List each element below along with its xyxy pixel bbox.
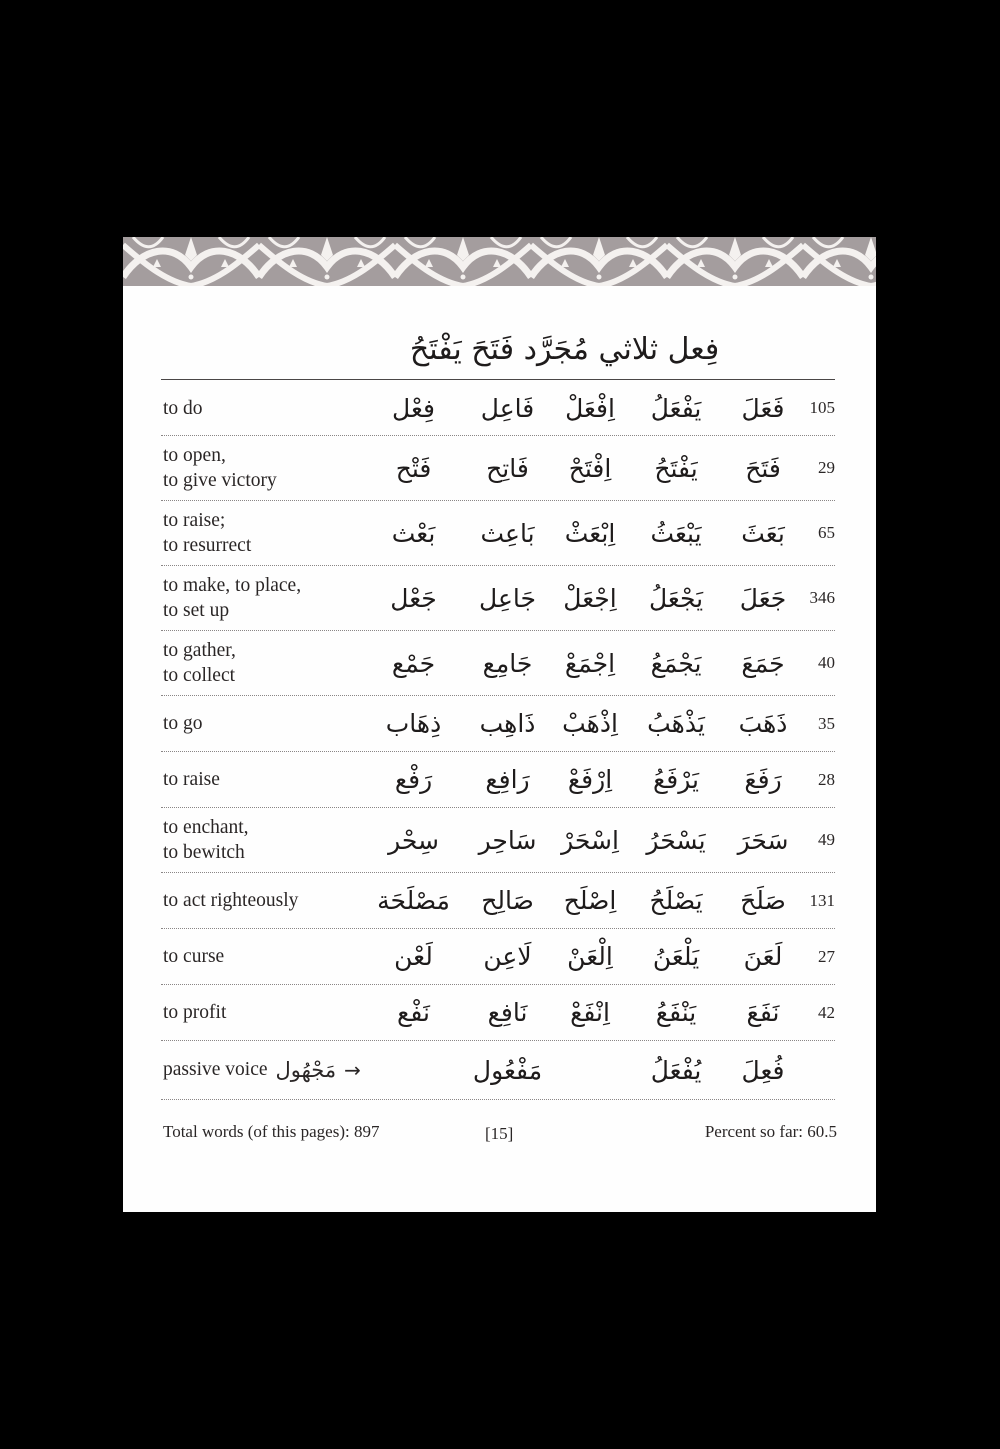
passive-present-form: يُفْعَلُ	[650, 1055, 702, 1085]
present-form: يَجْمَعُ	[650, 648, 702, 678]
past-form: جَعَلَ	[739, 583, 787, 613]
table-row	[161, 631, 835, 696]
percent-so-far: Percent so far: 60.5	[704, 1122, 837, 1141]
table-row	[161, 381, 835, 436]
imperative-form: اِرْفَعْ	[567, 765, 613, 794]
table-row	[161, 752, 835, 808]
meaning: to gather, to collect	[163, 640, 236, 686]
active-participle: جَامِع	[482, 648, 533, 678]
table-row	[161, 985, 835, 1041]
present-form: يَفْعَلُ	[650, 393, 702, 423]
passive-label-arabic: مَجْهُول	[275, 1058, 337, 1082]
past-form: رَفَعَ	[744, 765, 782, 794]
passive-voice-label	[163, 1041, 361, 1099]
past-form: ذَهَبَ	[738, 709, 788, 738]
occurrence-count: 105	[809, 398, 835, 417]
meaning: to curse	[163, 946, 225, 967]
occurrence-count: 40	[818, 653, 835, 672]
verbal-noun: نَفْع	[397, 998, 430, 1027]
present-form: يَرْفَعُ	[653, 765, 700, 794]
passive-participle: مَفْعُول	[472, 1055, 543, 1085]
present-form: يَفْتَحُ	[654, 453, 698, 483]
title-divider	[161, 379, 835, 380]
table-row	[161, 501, 835, 566]
past-form: نَفَعَ	[746, 998, 780, 1027]
present-form: يَنْفَعُ	[655, 998, 697, 1027]
meaning: to raise	[163, 769, 220, 790]
occurrence-count: 346	[809, 588, 835, 607]
verbal-noun: فَتْح	[395, 453, 432, 483]
active-participle: فَاتِح	[486, 453, 529, 483]
occurrence-count: 65	[818, 523, 835, 542]
meaning: to enchant, to bewitch	[163, 817, 249, 863]
imperative-form: اِبْعَثْ	[564, 518, 616, 548]
verbal-noun: مَصْلَحَة	[377, 886, 450, 915]
arabesque-pattern-icon	[123, 237, 876, 286]
imperative-form: اِفْعَلْ	[565, 393, 615, 423]
past-form: فَعَلَ	[741, 393, 785, 423]
table-row	[161, 873, 835, 929]
meaning: to go	[163, 713, 203, 734]
occurrence-count: 49	[818, 830, 835, 849]
active-participle: سَاحِر	[478, 825, 537, 855]
past-form: بَعَثَ	[741, 518, 785, 548]
verb-table	[161, 381, 835, 1100]
active-participle: جَاعِل	[479, 583, 536, 613]
active-participle: صَالِح	[481, 886, 534, 915]
occurrence-count: 29	[818, 458, 835, 477]
imperative-form: اِفْتَحْ	[568, 453, 612, 483]
occurrence-count: 35	[818, 713, 835, 733]
passive-voice-row	[161, 1041, 835, 1100]
imperative-form: اِنْفَعْ	[570, 998, 610, 1027]
table-row	[161, 808, 835, 873]
occurrence-count: 28	[818, 769, 835, 789]
active-participle: فَاعِل	[480, 393, 535, 423]
imperative-form: اِسْحَرْ	[561, 825, 619, 855]
imperative-form: اِذْهَبْ	[562, 709, 618, 738]
meaning: to profit	[163, 1002, 227, 1023]
total-words: Total words (of this pages): 897	[163, 1122, 380, 1141]
present-form: يَبْعَثُ	[650, 518, 702, 548]
imperative-form: اِجْعَلْ	[563, 583, 617, 613]
occurrence-count: 27	[818, 946, 835, 966]
table-row	[161, 436, 835, 501]
meaning: to act righteously	[163, 890, 299, 911]
active-participle: نَافِع	[487, 998, 528, 1027]
meaning: to make, to place, to set up	[163, 575, 302, 621]
verbal-noun: بَعْث	[391, 518, 436, 548]
page-number: [15]	[485, 1124, 514, 1143]
verbal-noun: ذِهَاب	[385, 709, 442, 738]
present-form: يَجْعَلُ	[648, 583, 704, 613]
present-form: يَذْهَبُ	[647, 709, 705, 738]
page-footer	[163, 1122, 837, 1146]
imperative-form: اِجْمَعْ	[564, 648, 616, 678]
imperative-form: اِلْعَنْ	[567, 942, 613, 971]
verbal-noun: لَعْن	[394, 942, 433, 971]
verbal-noun: جَمْع	[391, 648, 436, 678]
table-row	[161, 566, 835, 631]
present-form: يَلْعَنُ	[652, 942, 700, 971]
occurrence-count: 131	[809, 890, 835, 910]
passive-label-text: passive voice	[163, 1059, 268, 1080]
decorative-banner	[123, 237, 876, 286]
active-participle: ذَاهِب	[479, 709, 536, 738]
page-title: فِعل ثلاثي مُجَرَّد فَتَحَ يَفْتَحُ	[409, 332, 720, 367]
imperative-form: اِصْلَح	[563, 886, 617, 915]
verbal-noun: سِحْر	[388, 825, 439, 855]
meaning: to raise; to resurrect	[163, 510, 252, 556]
past-form: صَلَحَ	[740, 886, 786, 915]
occurrence-count: 42	[818, 1002, 835, 1022]
verbal-noun: رَفْع	[394, 765, 433, 794]
table-row	[161, 696, 835, 752]
active-participle: بَاعِث	[480, 518, 535, 548]
book-page	[123, 237, 876, 1212]
past-form: جَمَعَ	[741, 648, 785, 678]
past-form: لَعَنَ	[743, 942, 783, 971]
past-form: سَحَرَ	[737, 825, 789, 855]
meaning: to do	[163, 397, 203, 419]
meaning: to open, to give victory	[163, 445, 277, 491]
active-participle: لَاعِن	[483, 942, 532, 971]
verbal-noun: جَعْل	[390, 583, 437, 613]
active-participle: رَافِع	[485, 765, 530, 794]
verbal-noun: فِعْل	[392, 393, 435, 423]
present-form: يَصْلَحُ	[649, 886, 703, 915]
passive-past-form: فُعِلَ	[741, 1055, 785, 1085]
past-form: فَتَحَ	[745, 453, 781, 483]
arrow-right-icon: →	[344, 1058, 361, 1082]
present-form: يَسْحَرُ	[646, 825, 706, 855]
table-row	[161, 929, 835, 985]
